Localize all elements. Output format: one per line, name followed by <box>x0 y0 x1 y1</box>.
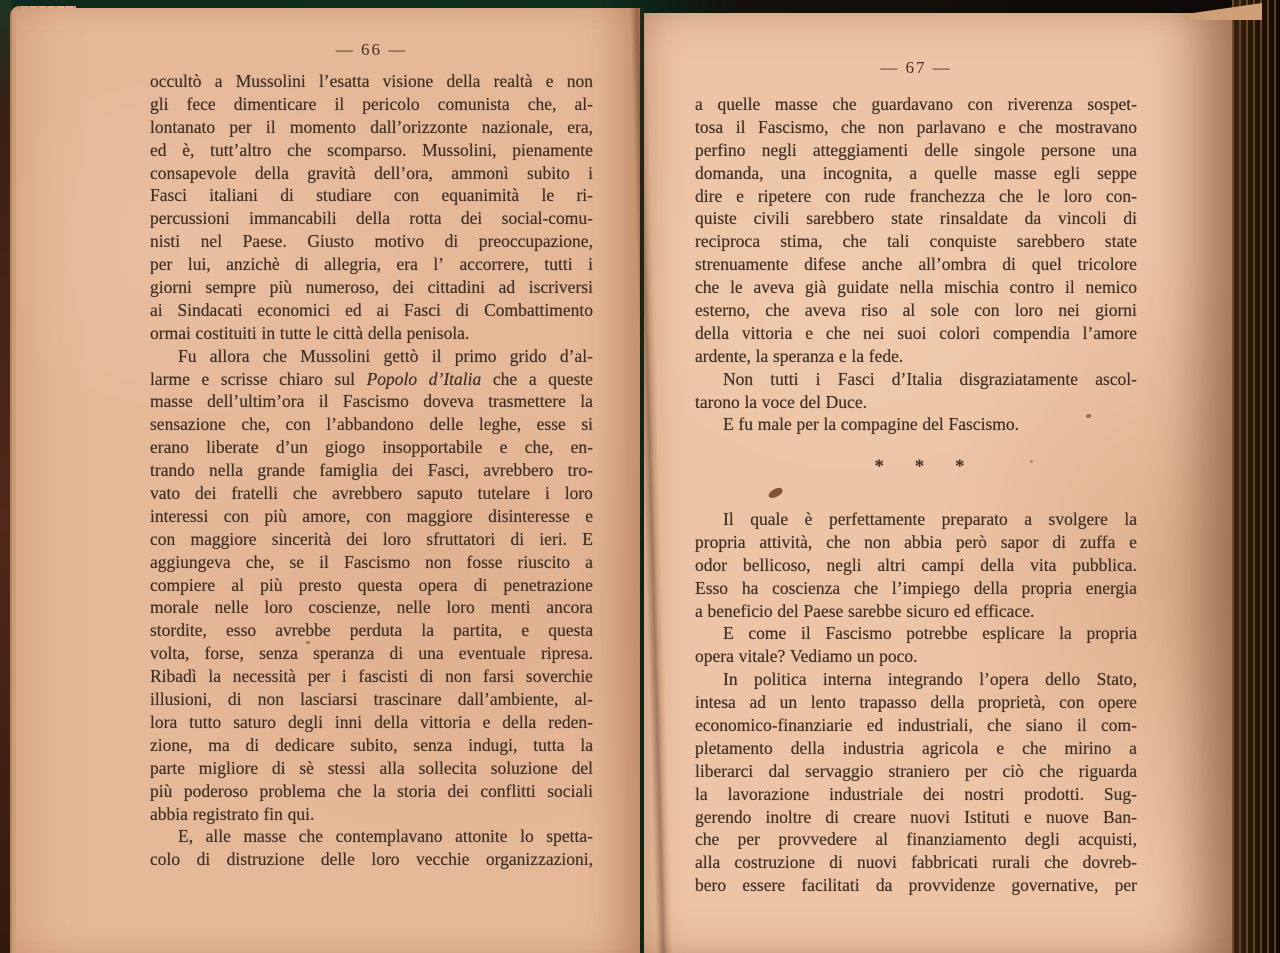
text-line: Il quale è perfettamente preparato a svolgere la <box>723 509 1137 529</box>
text-line: E, alle masse che contemplavano attonite lo spetta- <box>178 826 593 847</box>
text-line: che per provvedere al finanziamento degli acquisti, <box>695 829 1137 850</box>
text-line: propria attività, che non abbia però sapor di zuffa e <box>695 531 1137 552</box>
text-line: volta, forse, senza speranza di una eventuale ripresa. <box>150 643 593 664</box>
text-line: stordite, esso avrebbe perduta la partita, e questa <box>150 620 593 641</box>
text-line: alla costruzione di nuovi fabbricati rurali che dovreb- <box>695 852 1137 873</box>
text-line: consapevole della gravità dell’ora, ammonì subito i <box>150 162 593 183</box>
text-line: bero essere facilitati da provvidenze governative, per <box>695 875 1137 896</box>
text-line: a beneficio del Paese sarebbe sicuro ed efficace. <box>695 600 1035 621</box>
right-page-stack-edge <box>1232 0 1280 953</box>
text-line: ed è, tutt’altro che scomparso. Mussolini, pienamente <box>150 139 593 160</box>
text-line: odor bellicoso, negli altri campi della vita pubblica. <box>695 554 1137 575</box>
text-line: trando nella grande famiglia dei Fasci, avrebbero tro- <box>150 460 593 481</box>
text-line: perfino negli atteggiamenti delle singole persone una <box>695 139 1137 160</box>
text-line: gerendo inoltre di creare nuovi Istituti e nuove Ban- <box>695 806 1137 827</box>
text-line: a quelle masse che guardavano con riverenza sospet- <box>695 94 1137 114</box>
text-line: domanda, una incognita, a quelle masse egli seppe <box>695 162 1137 183</box>
text-line: Esso ha coscienza che l’impiego della propria energia <box>695 577 1137 598</box>
text-line: erano liberate d’un giogo insopportabile e che, en- <box>150 437 593 458</box>
text-line: occultò a Mussolini l’esatta visione della realtà e non <box>150 71 593 91</box>
text-line: interessi con più amore, con maggiore disinteresse e <box>150 505 593 526</box>
text-line: opera vitale? Vediamo un poco. <box>695 646 918 667</box>
text-line: morale nelle loro coscienze, nelle loro menti ancora <box>150 597 593 618</box>
text-line: reciproca stima, che tali conquiste sarebbero state <box>695 231 1137 252</box>
text-line: lora tutto saturo degli inni della vittoria e della reden- <box>150 711 593 732</box>
text-line: dire e ripetere con rude franchezza che le loro con- <box>695 185 1137 206</box>
text-line: Fu allora che Mussolini gettò il primo grido d’al- <box>178 345 593 366</box>
text-line: liberarci dal servaggio straniero per ciò che riguarda <box>695 760 1137 781</box>
foxing-spot <box>1086 414 1091 418</box>
section-separator: * * * <box>874 456 978 477</box>
text-line: compiere al più presto questa opera di penetrazione <box>150 574 593 595</box>
text-line: lontanato per il momento dall’orizzonte nazionale, era, <box>150 116 593 137</box>
text-line: Fasci italiani di studiare con equanimità le ri- <box>150 185 593 206</box>
page-number-right: — 67 — <box>880 58 952 77</box>
text-line: gli fece dimenticare il pericolo comunista che, al- <box>150 93 593 114</box>
page-corner-edge <box>1186 3 1262 20</box>
text-line: ai Sindacati economici ed ai Fasci di Combattimento <box>150 299 593 320</box>
text-line: vato dei fratelli che avrebbero saputo tutelare i loro <box>150 483 593 504</box>
right-page-text-lower <box>695 508 1137 897</box>
text-line: giorni sempre più numeroso, dei cittadini ad iscriversi <box>150 277 593 298</box>
text-line: con maggiore sincerità dei loro sfruttatori di ieri. E <box>150 528 593 549</box>
text-line: Ribadì la necessità per i fascisti di non farsi soverchie <box>150 666 593 687</box>
text-line: illusioni, di non lasciarsi trascinare dall’ambiente, al- <box>150 689 593 710</box>
text-line: esterno, che aveva riso al sole con loro nei giorni <box>695 300 1137 321</box>
text-line: zione, ma di dedicare subito, senza indugi, tutta la <box>150 734 593 755</box>
text-line: strenuamente difese anche all’ombra di quel tricolore <box>695 254 1137 275</box>
text-line: più poderoso problema che la storia dei conflitti sociali <box>150 780 593 801</box>
text-line: per lui, anzichè di allegria, era l’ accorrere, tutti i <box>150 254 593 275</box>
text-line: Non tutti i Fasci d’Italia disgraziatamente ascol- <box>723 368 1137 389</box>
text-line: nisti nel Paese. Giusto motivo di preoccupazione, <box>150 231 593 252</box>
text-line: colo di distruzione delle loro vecchie organizzazioni, <box>150 849 593 870</box>
text-line: larme e scrisse chiaro sul Popolo d’Italia che a queste <box>150 368 593 389</box>
text-line: ormai costituiti in tutte le città della penisola. <box>150 322 470 343</box>
text-line: E fu male per la compagine del Fascismo. <box>723 414 1019 435</box>
text-line: economico-finanziarie ed industriali, che siano il com- <box>695 715 1137 736</box>
text-line: ardente, la speranza e la fede. <box>695 345 904 366</box>
text-line: intesa ad un lento trapasso della proprietà, con opere <box>695 692 1137 713</box>
text-line: che le aveva già guidate nella mischia contro il nemico <box>695 277 1137 298</box>
text-line: percussioni immancabili della rotta dei social-comu- <box>150 208 593 229</box>
foxing-spot <box>306 641 310 644</box>
text-line: In politica interna integrando l’opera dello Stato, <box>723 669 1137 690</box>
text-line: abbia registrato fin qui. <box>150 803 315 824</box>
text-line: quiste civili sarebbero state rinsaldate da vincoli di <box>695 208 1137 229</box>
foxing-spot <box>1030 460 1033 463</box>
text-line: sensazione che, con l’abbandono delle leghe, esse si <box>150 414 593 435</box>
text-line: tarono la voce del Duce. <box>695 391 867 412</box>
text-line: E come il Fascismo potrebbe esplicare la propria <box>723 623 1137 644</box>
text-line: tosa il Fascismo, che non parlavano e che mostravano <box>695 116 1137 137</box>
text-line: della vittoria e che nei suoi colori compendia l’amore <box>695 322 1137 343</box>
left-page-text <box>150 70 593 871</box>
text-line: pletamento della industria agricola e che mirino a <box>695 737 1137 758</box>
right-page-text-upper <box>695 93 1137 436</box>
page-number-left: — 66 — <box>335 40 408 59</box>
text-line: aggiungeva che, se il Fascismo non fosse riuscito a <box>150 551 593 572</box>
text-line: parte migliore di sè stessi alla sollecita soluzione del <box>150 757 593 778</box>
text-line: la lavorazione industriale dei nostri prodotti. Sug- <box>695 783 1137 804</box>
text-line: masse dell’ultim’ora il Fascismo doveva trasmettere la <box>150 391 593 412</box>
